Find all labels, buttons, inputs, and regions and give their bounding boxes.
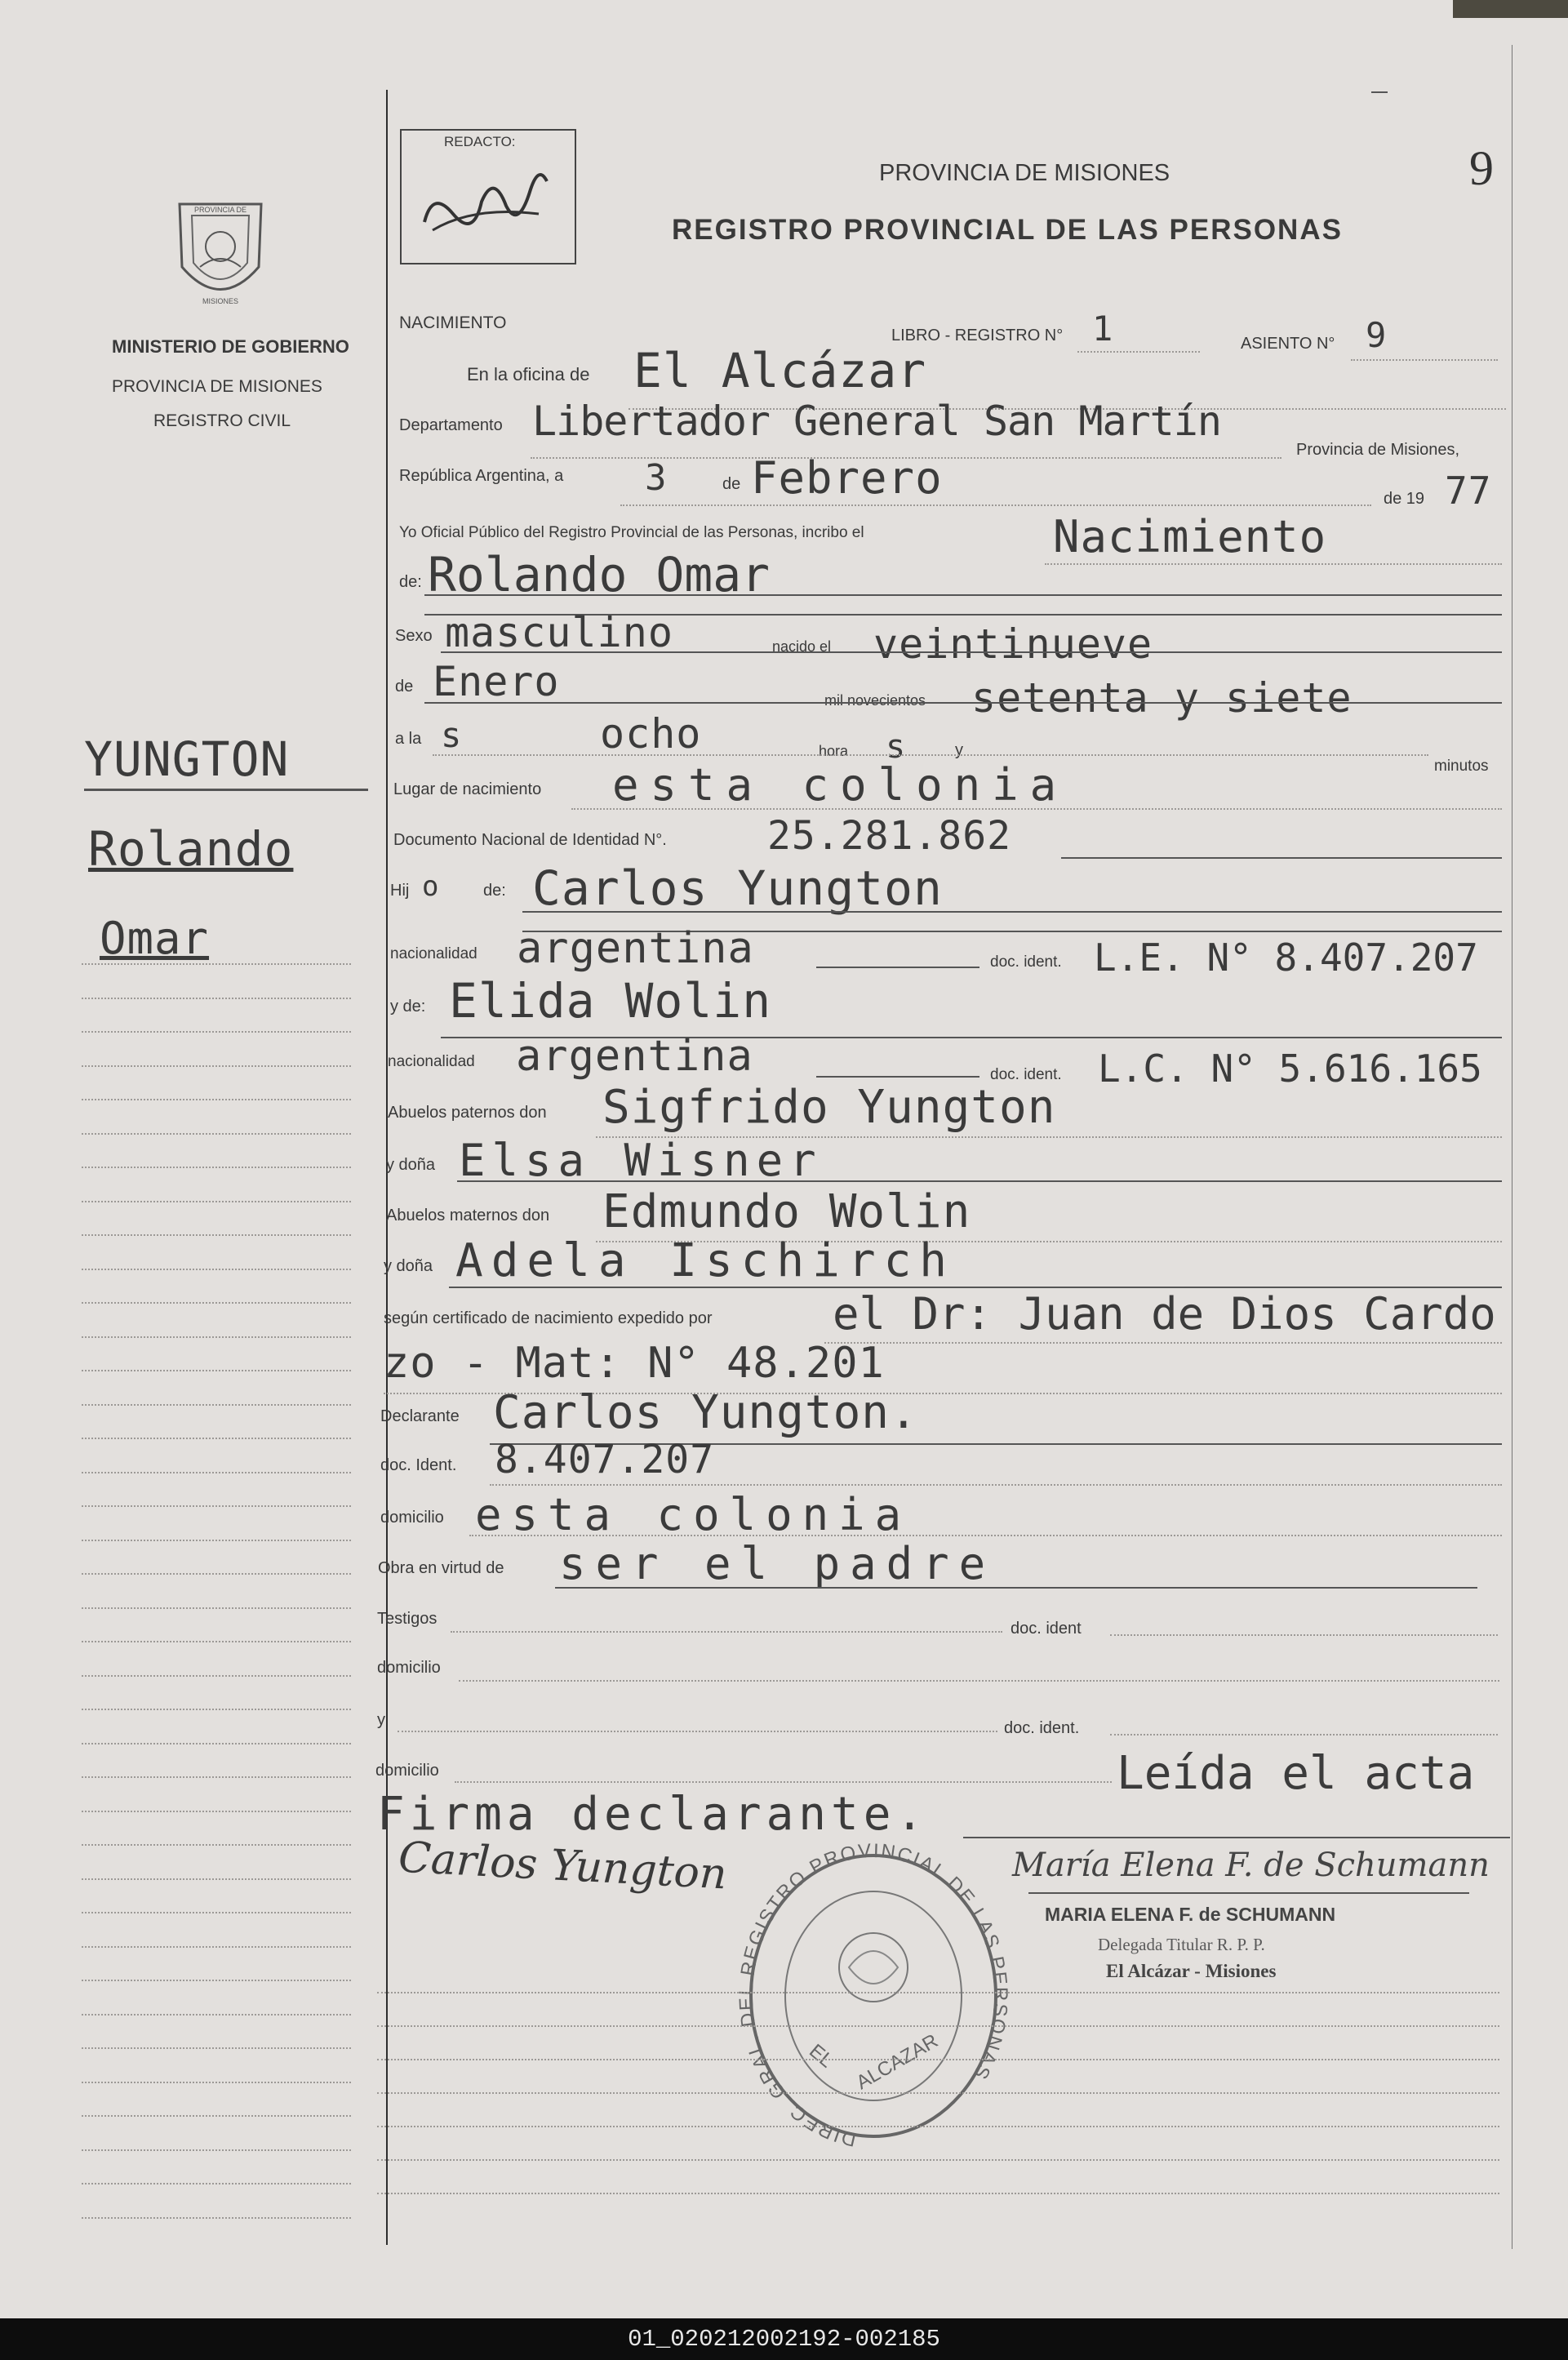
hora-line bbox=[433, 754, 1428, 756]
official-signature-underline bbox=[1028, 1892, 1469, 1894]
value-hijo-suffix: o bbox=[422, 870, 440, 903]
margin-ruled-line bbox=[82, 2183, 351, 2184]
value-nacido: veintinueve bbox=[873, 620, 1153, 668]
label-de-mes: de bbox=[722, 475, 741, 493]
testigos-line bbox=[451, 1631, 1002, 1633]
label-dni: Documento Nacional de Identidad N°. bbox=[393, 831, 667, 849]
y-testigo-line bbox=[398, 1731, 997, 1732]
declarant-signature: Carlos Yungton bbox=[397, 1833, 728, 1900]
value-dia: 3 bbox=[645, 457, 668, 499]
value-departamento: Libertador General San Martín bbox=[532, 398, 1221, 445]
lugar-line bbox=[571, 808, 1502, 810]
page-number: 9 bbox=[1469, 141, 1494, 195]
margin-ruled-line bbox=[82, 1505, 351, 1507]
margin-ruled-line bbox=[82, 2047, 351, 2049]
margin-ruled-line bbox=[82, 1811, 351, 1812]
seal-text-top: PROVINCIA DE bbox=[193, 206, 247, 214]
stamp-inner-alcazar: ALCAZAR bbox=[852, 2029, 942, 2095]
label-doc-testigo: doc. ident bbox=[1011, 1620, 1082, 1638]
label-segun: según certificado de nacimiento expedido por bbox=[384, 1309, 713, 1327]
lower-ruled-line bbox=[377, 2126, 1499, 2127]
official-stamp-name: MARIA ELENA F. de SCHUMANN bbox=[1045, 1904, 1336, 1925]
margin-ruled-line bbox=[82, 1641, 351, 1642]
scan-footer-code: 01_020212002192-002185 bbox=[0, 2318, 1568, 2360]
label-y-testigo: y bbox=[377, 1711, 385, 1729]
lower-ruled-line bbox=[377, 2025, 1499, 2027]
label-y-minutos: y bbox=[955, 741, 963, 759]
label-nac-padre: nacionalidad bbox=[390, 945, 478, 962]
value-nombre: Rolando Omar bbox=[428, 547, 771, 602]
value-libro: 1 bbox=[1092, 309, 1114, 349]
value-ab-paternos: Sigfrido Yungton bbox=[602, 1081, 1056, 1134]
margin-ruled-line bbox=[82, 1946, 351, 1948]
margin-ruled-line bbox=[82, 1540, 351, 1541]
margin-ruled-line bbox=[82, 998, 351, 999]
margin-ruled-line bbox=[82, 1878, 351, 1880]
doc-testigo2-line bbox=[1110, 1734, 1498, 1736]
asiento-line bbox=[1351, 359, 1498, 361]
margin-ruled-line bbox=[82, 1709, 351, 1710]
ministry-title: MINISTERIO DE GOBIERNO bbox=[112, 336, 349, 357]
value-firma: Firma declarante. bbox=[377, 1788, 929, 1841]
label-provincia: Provincia de Misiones, bbox=[1296, 441, 1460, 459]
ministry-province: PROVINCIA DE MISIONES bbox=[112, 377, 322, 396]
margin-ruled-line bbox=[82, 963, 351, 965]
label-oficial: Yo Oficial Público del Registro Provincial de las Personas, incribo el bbox=[399, 524, 864, 541]
obra-rule bbox=[555, 1587, 1477, 1589]
label-nacido: nacido el bbox=[772, 638, 832, 655]
margin-ruled-line bbox=[82, 2149, 351, 2151]
margin-ruled-line bbox=[82, 1234, 351, 1236]
margin-ruled-line bbox=[82, 1404, 351, 1406]
label-y-dona-1: y doña bbox=[386, 1156, 436, 1174]
value-obra: ser el padre bbox=[559, 1538, 996, 1589]
value-nac-madre: argentina bbox=[516, 1032, 753, 1081]
stamp-ring-text bbox=[735, 1840, 1011, 2151]
margin-ruled-line bbox=[82, 1099, 351, 1100]
margin-ruled-line bbox=[82, 1743, 351, 1744]
margin-ruled-line bbox=[82, 1031, 351, 1033]
margin-ruled-line bbox=[82, 1472, 351, 1473]
margin-ruled-line bbox=[82, 1370, 351, 1371]
label-nac-madre: nacionalidad bbox=[388, 1053, 475, 1070]
label-asiento: ASIENTO N° bbox=[1241, 335, 1335, 353]
label-ab-maternos: Abuelos maternos don bbox=[386, 1207, 550, 1224]
ministry-registry: REGISTRO CIVIL bbox=[153, 411, 291, 430]
stamp-inner-el: EL bbox=[805, 2039, 837, 2073]
official-signature: María Elena F. de Schumann bbox=[1012, 1847, 1490, 1884]
value-madre: Elida Wolin bbox=[449, 973, 772, 1029]
margin-ruled-line bbox=[82, 1201, 351, 1202]
value-padre: Carlos Yungton bbox=[532, 860, 943, 916]
margin-ruled-line bbox=[82, 1065, 351, 1067]
label-nacimiento: NACIMIENTO bbox=[399, 313, 507, 332]
margin-ruled-line bbox=[82, 1133, 351, 1135]
margin-ruled-line bbox=[82, 2217, 351, 2219]
nombre-rule-1 bbox=[424, 594, 1502, 596]
margin-ruled-line bbox=[82, 1438, 351, 1439]
label-mil: mil novecientos bbox=[824, 692, 926, 709]
label-republica: República Argentina, a bbox=[399, 467, 564, 485]
domicilio-line bbox=[469, 1535, 1502, 1536]
label-domicilio-testigo: domicilio bbox=[377, 1659, 441, 1677]
value-mes-nac: Enero bbox=[433, 658, 560, 705]
value-leida: Leída el acta bbox=[1117, 1747, 1475, 1800]
value-lugar: esta colonia bbox=[612, 759, 1068, 811]
margin-ruled-line bbox=[82, 1302, 351, 1304]
dni-rule bbox=[1061, 857, 1502, 859]
value-doc-decl: 8.407.207 bbox=[495, 1437, 715, 1482]
seal-text-bottom: MISIONES bbox=[202, 297, 239, 305]
padre-rule-1 bbox=[522, 911, 1502, 913]
lower-ruled-line bbox=[377, 1992, 1499, 1993]
margin-second-name: Omar bbox=[100, 913, 210, 964]
header-province: PROVINCIA DE MISIONES bbox=[879, 160, 1170, 186]
margin-ruled-line bbox=[82, 1912, 351, 1913]
official-stamp-place: El Alcázar - Misiones bbox=[1106, 1961, 1277, 1981]
sexo-rule bbox=[441, 651, 1502, 653]
province-seal-icon bbox=[167, 189, 273, 320]
label-departamento: Departamento bbox=[399, 416, 503, 434]
value-ab-materna: Adela Ischirch bbox=[455, 1234, 956, 1287]
value-declarante: Carlos Yungton. bbox=[493, 1386, 918, 1439]
value-mes: Febrero bbox=[751, 452, 943, 504]
lower-ruled-line bbox=[377, 2092, 1499, 2094]
margin-ruled-line bbox=[82, 2014, 351, 2016]
label-de-mes-nac: de bbox=[395, 678, 414, 696]
nac-padre-rule bbox=[816, 967, 979, 968]
margin-ruled-line bbox=[82, 1675, 351, 1677]
label-doc-decl: doc. Ident. bbox=[380, 1456, 457, 1474]
value-doc-padre: L.E. N° 8.407.207 bbox=[1094, 936, 1478, 980]
label-doc-padre: doc. ident. bbox=[990, 953, 1062, 971]
label-hijo: Hij bbox=[390, 882, 410, 900]
margin-ruled-line bbox=[82, 1167, 351, 1168]
label-lugar: Lugar de nacimiento bbox=[393, 780, 542, 798]
margin-ruled-line bbox=[82, 1776, 351, 1778]
domicilio-testigo-line bbox=[459, 1680, 1499, 1682]
registry-round-stamp bbox=[735, 1839, 1012, 2155]
value-domicilio: esta colonia bbox=[475, 1489, 912, 1540]
label-ab-paternos: Abuelos paternos don bbox=[388, 1104, 547, 1122]
acto-line bbox=[1045, 563, 1502, 565]
label-horas: hora bbox=[819, 743, 849, 759]
label-doc-testigo-2: doc. ident. bbox=[1004, 1719, 1080, 1737]
doc-testigo-line bbox=[1110, 1634, 1498, 1636]
margin-ruled-line bbox=[82, 1269, 351, 1270]
header-registry: REGISTRO PROVINCIAL DE LAS PERSONAS bbox=[672, 214, 1343, 246]
value-a-las-suffix: s bbox=[441, 715, 463, 755]
value-sexo: masculino bbox=[445, 609, 673, 656]
label-y-de: y de: bbox=[390, 998, 426, 1016]
margin-surname-underline bbox=[84, 789, 368, 791]
doc-decl-line bbox=[490, 1484, 1502, 1486]
margin-ruled-line bbox=[82, 1607, 351, 1609]
label-declarante: Declarante bbox=[380, 1407, 460, 1425]
value-asiento: 9 bbox=[1366, 315, 1388, 355]
value-segun-cont: zo - Mat: N° 48.201 bbox=[384, 1339, 885, 1388]
official-stamp-role: Delegada Titular R. P. P. bbox=[1098, 1935, 1265, 1954]
redacto-initials-signature bbox=[416, 157, 555, 247]
value-doc-madre: L.C. N° 5.616.165 bbox=[1098, 1047, 1482, 1091]
label-sexo: Sexo bbox=[395, 627, 433, 645]
page-corner-shadow bbox=[1453, 0, 1568, 18]
fecha-line bbox=[620, 504, 1371, 506]
margin-ruled-line bbox=[82, 1980, 351, 1981]
margin-ruled-line bbox=[82, 1844, 351, 1846]
libro-line bbox=[1077, 351, 1200, 353]
label-minutos: minutos bbox=[1434, 758, 1489, 775]
top-right-tick bbox=[1371, 91, 1388, 93]
nac-madre-rule bbox=[816, 1076, 979, 1078]
label-hijo-de: de: bbox=[483, 882, 506, 900]
label-testigos: Testigos bbox=[377, 1610, 438, 1628]
margin-ruled-line bbox=[82, 2082, 351, 2083]
ab-pat2-rule bbox=[457, 1180, 1502, 1182]
value-ab-maternos: Edmundo Wolin bbox=[602, 1185, 971, 1238]
label-obra: Obra en virtud de bbox=[378, 1559, 504, 1577]
margin-surname: YUNGTON bbox=[84, 731, 290, 787]
lower-ruled-line bbox=[377, 2193, 1499, 2194]
label-de-nombre: de: bbox=[399, 573, 422, 591]
value-dni: 25.281.862 bbox=[767, 813, 1011, 859]
label-a-las: a la bbox=[395, 730, 422, 748]
label-domicilio-testigo-2: domicilio bbox=[375, 1762, 439, 1780]
value-hora: ocho bbox=[600, 710, 702, 758]
stamp-ring-textpath: DIREC. GRAL. DEL REGISTRO PROVINCIAL DE LAS PERSONAS bbox=[735, 1839, 1012, 2151]
firma-rule bbox=[963, 1837, 1510, 1838]
domicilio-testigo2-line bbox=[455, 1781, 1112, 1783]
label-libro: LIBRO - REGISTRO N° bbox=[891, 327, 1064, 344]
value-nac-padre: argentina bbox=[517, 924, 754, 973]
mes-nac-rule bbox=[424, 702, 1502, 704]
redacto-label: REDACTO: bbox=[444, 134, 516, 149]
value-ab-paterna: Elsa Wisner bbox=[459, 1135, 823, 1186]
value-horas-suffix: s bbox=[886, 728, 907, 766]
label-y-dona-2: y doña bbox=[384, 1257, 433, 1275]
lower-ruled-line bbox=[377, 2059, 1499, 2060]
value-acto: Nacimiento bbox=[1053, 511, 1327, 562]
label-oficina: En la oficina de bbox=[467, 364, 590, 384]
margin-ruled-line bbox=[82, 2115, 351, 2117]
value-anio-nac: setenta y siete bbox=[971, 674, 1353, 722]
segun-line bbox=[824, 1342, 1502, 1344]
value-anio: 77 bbox=[1445, 469, 1492, 513]
label-domicilio: domicilio bbox=[380, 1509, 444, 1527]
value-oficina: El Alcázar bbox=[633, 343, 927, 398]
label-doc-madre: doc. ident. bbox=[990, 1066, 1062, 1083]
margin-ruled-line bbox=[82, 1336, 351, 1338]
margin-ruled-line bbox=[82, 1573, 351, 1575]
value-segun: el Dr: Juan de Dios Cardo bbox=[833, 1288, 1496, 1340]
redacto-stamp-box bbox=[400, 129, 576, 264]
margin-first-name: Rolando bbox=[88, 821, 294, 877]
lower-ruled-line bbox=[377, 2159, 1499, 2161]
label-anio: de 19 bbox=[1384, 490, 1425, 508]
